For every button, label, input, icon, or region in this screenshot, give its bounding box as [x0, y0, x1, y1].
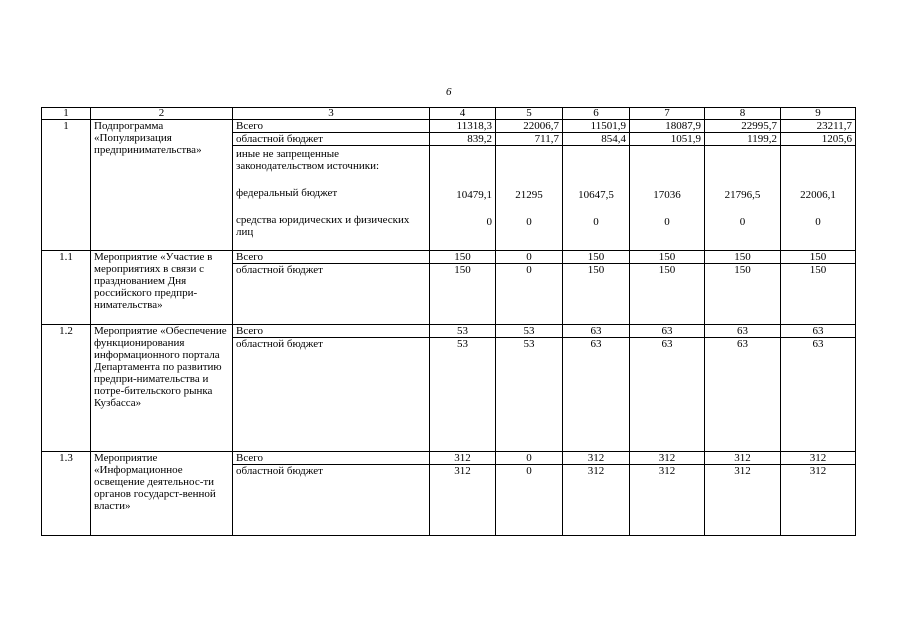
source-label: областной бюджет [233, 338, 430, 452]
header-cell: 4 [430, 108, 496, 120]
value-cell: 0 [496, 264, 563, 325]
source-label: областной бюджет [233, 465, 430, 536]
row-name: Мероприятие «Участие в мероприятиях в связи с празднованием Дня российского предпри-нимательства» [91, 251, 233, 325]
value-cell: 1051,9 [630, 133, 705, 146]
value-cell: 22995,7 [705, 120, 781, 133]
value-cell: 63 [630, 325, 705, 338]
value-cell: 63 [705, 325, 781, 338]
table-row [42, 452, 856, 465]
row-name: Мероприятие «Обеспечение функционирования информационного портала Департамента по развитию предпри-нимательства и потре-бительского рынка Кузбасса» [91, 325, 233, 452]
value-legal: 0 [526, 216, 532, 228]
value-cell: 53 [430, 325, 496, 338]
value-cell: 312 [430, 452, 496, 465]
value-cell: 312 [705, 452, 781, 465]
value-cell: 854,4 [563, 133, 630, 146]
value-legal: 0 [815, 216, 821, 228]
source-breakdown [233, 146, 430, 251]
budget-table [41, 107, 856, 536]
value-cell: 150 [781, 264, 856, 325]
value-cell: 312 [563, 452, 630, 465]
row-name: Подпрограмма «Популяризация предпринимательства» [91, 120, 233, 251]
value-cell: 312 [781, 452, 856, 465]
header-row [42, 108, 856, 120]
value-legal: 0 [486, 216, 492, 228]
source-label: Всего [233, 120, 430, 133]
value-federal: 10647,5 [578, 189, 614, 201]
value-cell [430, 146, 496, 251]
source-label: областной бюджет [233, 264, 430, 325]
header-cell: 8 [705, 108, 781, 120]
value-cell: 312 [705, 465, 781, 536]
value-cell [496, 146, 563, 251]
value-cell: 63 [781, 338, 856, 452]
value-cell: 11318,3 [430, 120, 496, 133]
value-cell: 150 [563, 264, 630, 325]
value-cell: 0 [496, 251, 563, 264]
table-row [42, 325, 856, 338]
value-federal: 22006,1 [800, 189, 836, 201]
header-cell: 7 [630, 108, 705, 120]
header-cell: 3 [233, 108, 430, 120]
value-cell: 63 [630, 338, 705, 452]
value-legal: 0 [664, 216, 670, 228]
value-legal: 0 [739, 216, 746, 228]
value-cell [705, 146, 781, 251]
header-cell: 1 [42, 108, 91, 120]
value-cell: 1205,6 [781, 133, 856, 146]
value-cell: 63 [781, 325, 856, 338]
row-number: 1.3 [42, 452, 91, 536]
header-cell: 2 [91, 108, 233, 120]
value-cell: 1199,2 [705, 133, 781, 146]
value-cell: 0 [496, 452, 563, 465]
value-federal: 21295 [515, 189, 543, 201]
table-row [42, 120, 856, 133]
source-label: Всего [233, 452, 430, 465]
value-cell: 312 [430, 465, 496, 536]
value-cell: 0 [496, 465, 563, 536]
source-label: Всего [233, 325, 430, 338]
source-label: федеральный бюджет [236, 187, 338, 199]
value-cell: 312 [630, 465, 705, 536]
value-cell: 150 [430, 264, 496, 325]
value-cell: 150 [630, 251, 705, 264]
source-label: областной бюджет [233, 133, 430, 146]
value-cell: 53 [496, 338, 563, 452]
value-cell: 53 [430, 338, 496, 452]
value-cell: 150 [705, 264, 781, 325]
value-federal: 10479,1 [456, 189, 492, 201]
row-number: 1 [42, 120, 91, 251]
value-cell: 839,2 [430, 133, 496, 146]
value-cell: 312 [630, 452, 705, 465]
table-row [42, 251, 856, 264]
value-cell: 63 [563, 338, 630, 452]
value-cell: 63 [563, 325, 630, 338]
value-cell: 18087,9 [630, 120, 705, 133]
row-number: 1.1 [42, 251, 91, 325]
value-cell: 312 [781, 465, 856, 536]
value-cell: 53 [496, 325, 563, 338]
value-federal: 21796,5 [724, 189, 761, 201]
value-cell: 63 [705, 338, 781, 452]
source-label: Всего [233, 251, 430, 264]
row-name: Мероприятие «Информационное освещение деятельнос-ти органов государст-венной власти» [91, 452, 233, 536]
source-label: иные не запрещенные законодательством источники: [236, 148, 380, 172]
value-cell [630, 146, 705, 251]
row-number: 1.2 [42, 325, 91, 452]
header-cell: 5 [496, 108, 563, 120]
value-cell: 22006,7 [496, 120, 563, 133]
value-cell: 150 [630, 264, 705, 325]
value-cell [563, 146, 630, 251]
page-number: 6 [446, 86, 452, 98]
header-cell: 6 [563, 108, 630, 120]
value-cell: 150 [563, 251, 630, 264]
value-cell: 150 [705, 251, 781, 264]
value-legal: 0 [593, 216, 599, 228]
value-cell: 23211,7 [781, 120, 856, 133]
value-cell: 150 [430, 251, 496, 264]
value-federal: 17036 [653, 189, 681, 201]
value-cell [781, 146, 856, 251]
value-cell: 711,7 [496, 133, 563, 146]
value-cell: 150 [781, 251, 856, 264]
value-cell: 11501,9 [563, 120, 630, 133]
value-cell: 312 [563, 465, 630, 536]
header-cell: 9 [781, 108, 856, 120]
source-label: средства юридических и физических лиц [236, 214, 410, 238]
